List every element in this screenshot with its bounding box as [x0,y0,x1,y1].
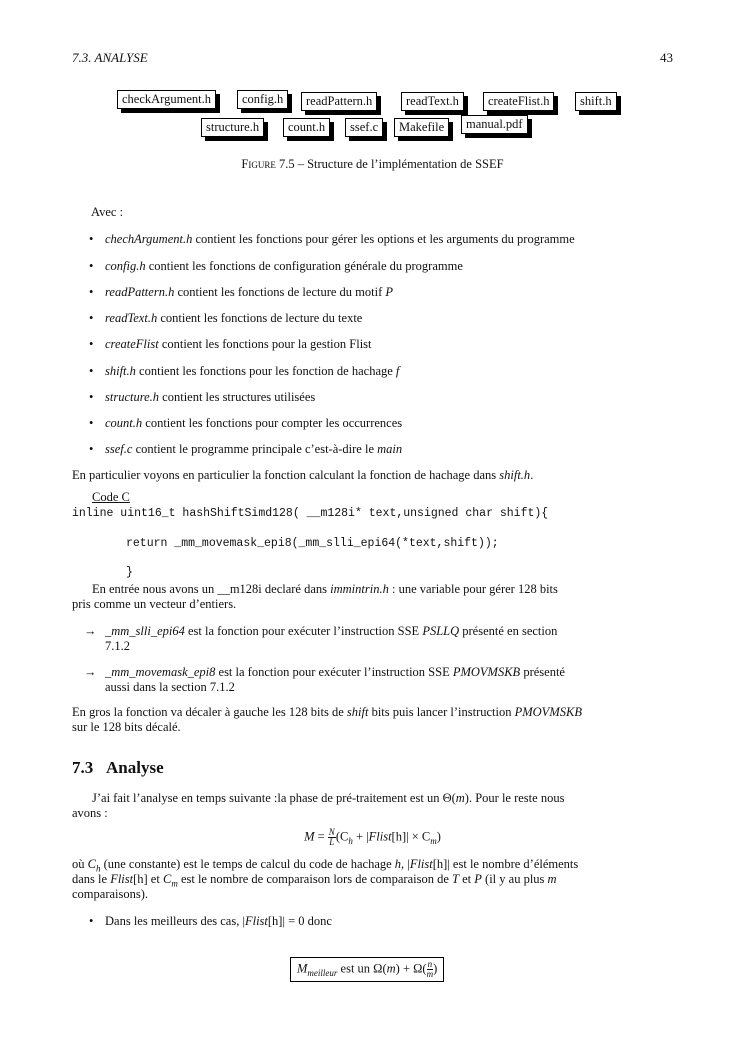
list-item: createFlist contient les fonctions pour la gestion Flist [105,337,372,351]
code-line: } [126,566,133,579]
list-item: count.h contient les fonctions pour compter les occurrences [105,416,403,430]
list-item: readPattern.h contient les fonctions de lecture du motif P [105,285,394,299]
arrow-item: _mm_slli_epi64 est la fonction pour exécuter l’instruction SSE PSLLQ présenté en section [105,624,558,638]
arrow-icon: → [84,665,97,679]
list-item: shift.h contient les fonctions pour les fonction de hachage f [105,364,400,378]
bullet-icon: • [89,914,94,928]
code-line: return _mm_movemask_epi8(_mm_slli_epi64(*text,shift)); [126,537,499,550]
equation-cost: M = $\frac{N}{L}$ ($C_h$ + |Flist[h]| × $C_m$) [304,827,441,847]
file-box: count.h [283,118,330,137]
file-box: createFlist.h [483,92,554,111]
arrow-item-line2: 7.1.2 [105,639,130,653]
bullet-icon: • [89,390,94,404]
engros-paragraph-line2: sur le 128 bits décalé. [72,720,181,734]
arrow-item: _mm_movemask_epi8 est la fonction pour exécuter l’instruction SSE PMOVMSKB présenté [105,665,565,679]
avec-text: Avec : [91,205,124,219]
ou-paragraph: où $C_h$ (une constante) est le temps de calcul du code de hachage h, |Flist[h]| est le nombre d’éléments [72,857,579,874]
file-box: manual.pdf [461,115,528,134]
code-label: Code C [92,490,130,504]
bullet-icon: • [89,364,94,378]
intro-paragraph: En particulier voyons en particulier la fonction calculant la fonction de hachage dans shift.h. [72,468,534,482]
file-box: readText.h [401,92,464,111]
ou-paragraph-line3: comparaisons). [72,887,149,901]
analyse-paragraph-line2: avons : [72,806,108,820]
bullet-icon: • [89,337,94,351]
file-box: Makefile [394,118,449,137]
file-box: ssef.c [345,118,383,137]
arrow-icon: → [84,624,97,638]
bullet-icon: • [89,442,94,456]
arrow-item-line2: aussi dans la section 7.1.2 [105,680,235,694]
running-header: 7.3. ANALYSE [72,50,148,65]
bullet-icon: • [89,311,94,325]
file-box: shift.h [575,92,617,111]
page-number: 43 [660,50,673,65]
file-box: structure.h [201,118,264,137]
entree-paragraph: En entrée nous avons un __m128i declaré dans immintrin.h : une variable pour gérer 128 bits [92,582,558,596]
list-item: ssef.c contient le programme principale c’est-à-dire le main [105,442,403,456]
file-box: checkArgument.h [117,90,216,109]
bullet-icon: • [89,259,94,273]
analyse-paragraph: J’ai fait l’analyse en temps suivante :la phase de pré-traitement est un Θ(m). Pour le reste nous [92,791,565,805]
list-item: Dans les meilleurs des cas, |Flist[h]| = 0 donc [105,914,332,928]
list-item: readText.h contient les fonctions de lecture du texte [105,311,363,325]
code-line: inline uint16_t hashShiftSimd128( __m128i* text,unsigned char shift){ [72,507,549,520]
bullet-icon: • [89,285,94,299]
section-heading: 7.3 Analyse [72,758,164,777]
bullet-icon: • [89,416,94,430]
engros-paragraph: En gros la fonction va décaler à gauche les 128 bits de shift bits puis lancer l’instruction PMOVMSKB [72,705,582,719]
list-item: config.h contient les fonctions de configuration générale du programme [105,259,463,273]
file-box: config.h [237,90,288,109]
list-item: structure.h contient les structures utilisées [105,390,316,404]
list-item: chechArgument.h contient les fonctions pour gérer les options et les arguments du programme [105,232,575,246]
figure-caption: Figure 7.5 – Structure de l’implémentation de SSEF [241,157,504,171]
result-box: $M_{meilleur}$ est un Ω(m) + Ω( $\frac{n}{m}$ ) [290,957,444,982]
entree-paragraph-line2: pris comme un vecteur d’entiers. [72,597,237,611]
ou-paragraph-line2: dans le Flist[h] et $C_m$ est le nombre de comparaison lors de comparaison de T et P (il y au plus m [72,872,557,889]
bullet-icon: • [89,232,94,246]
file-box: readPattern.h [301,92,377,111]
